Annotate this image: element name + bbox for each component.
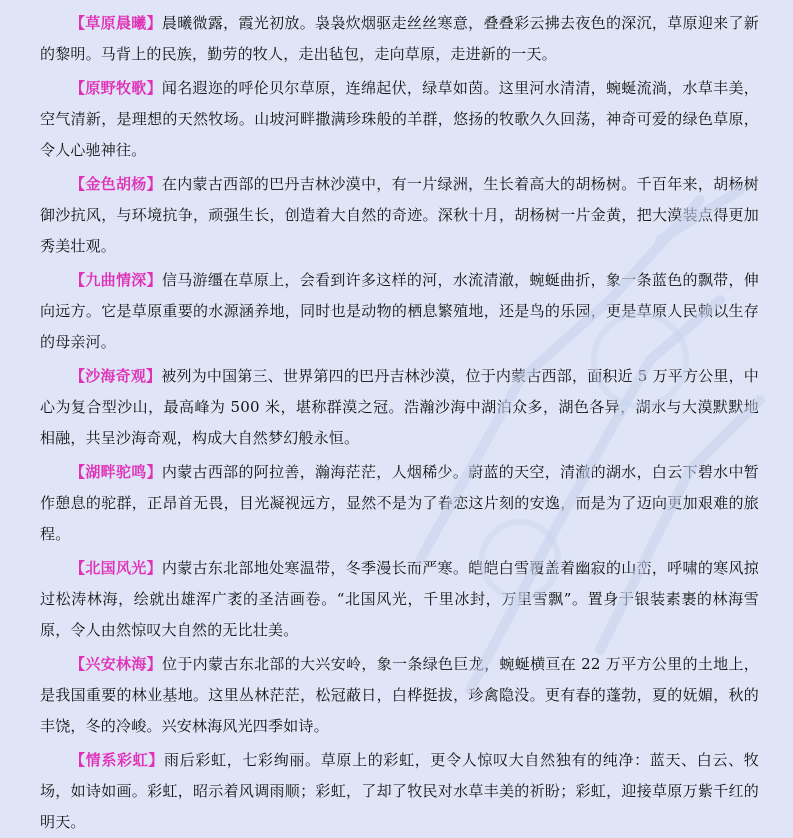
paragraph-tag: 【沙海奇观】 (70, 367, 162, 385)
paragraph-tag: 【北国风光】 (70, 559, 162, 577)
paragraph-text: 闻名遐迩的呼伦贝尔草原，连绵起伏，绿草如茵。这里河水清清，蜿蜒流淌，水草丰美，空气清新，是理想的天然牧场。山坡河畔撒满珍珠般的羊群，悠扬的牧歌久久回荡，神奇可爱的绿色草原，令人心驰神往。 (40, 79, 759, 159)
paragraph-yuanye-muge (40, 73, 759, 166)
paragraph-tag: 【兴安林海】 (70, 655, 163, 673)
paragraph-tag: 【草原晨曦】 (70, 14, 162, 32)
paragraph-text: 晨曦微露，霞光初放。袅袅炊烟驱走丝丝寒意，叠叠彩云拂去夜色的深沉，草原迎来了新的黎明。马背上的民族，勤劳的牧人，走出毡包，走向草原，走进新的一天。 (40, 14, 759, 63)
paragraph-beiguo-fengguang (40, 553, 759, 646)
paragraph-tag: 【情系彩虹】 (70, 751, 165, 769)
paragraph-text: 内蒙古东北部地处寒温带，冬季漫长而严寒。皑皑白雪覆盖着幽寂的山峦，呼啸的寒风掠过松涛林海，绘就出雄浑广袤的圣洁画卷。“北国风光，千里冰封，万里雪飘”。置身于银装素裹的林海雪原，令人由然惊叹大自然的无比壮美。 (40, 559, 759, 639)
paragraph-jiuqu-qingshen (40, 265, 759, 358)
paragraph-shahai-qiguan (40, 361, 759, 454)
paragraph-caoyuan-chenxi (40, 8, 759, 70)
paragraph-tag: 【九曲情深】 (70, 271, 162, 289)
paragraph-tag: 【原野牧歌】 (70, 79, 162, 97)
paragraph-hupan-tuoming (40, 457, 759, 550)
paragraph-text: 雨后彩虹，七彩绚丽。草原上的彩虹，更令人惊叹大自然独有的纯净：蓝天、白云、牧场，如诗如画。彩虹，昭示着风调雨顺；彩虹，了却了牧民对水草丰美的祈盼；彩虹，迎接草原万紫千红的明天。 (40, 751, 760, 831)
paragraph-tag: 【湖畔驼鸣】 (70, 463, 162, 481)
paragraph-text: 被列为中国第三、世界第四的巴丹吉林沙漠，位于内蒙古西部，面积近 5 万平方公里，中心为复合型沙山，最高峰为 500 米，堪称群漠之冠。浩瀚沙海中湖泊众多，湖色各异，湖水与大漠默默地相融，共呈沙海奇观，构成大自然梦幻般永恒。 (40, 367, 759, 447)
paragraph-xingan-linhai (40, 649, 759, 742)
paragraph-tag: 【金色胡杨】 (70, 175, 162, 193)
paragraph-text: 内蒙古西部的阿拉善，瀚海茫茫，人烟稀少。蔚蓝的天空，清澈的湖水，白云下碧水中暂作憩息的驼群，正昂首无畏，目光凝视远方，显然不是为了眷恋这片刻的安逸，而是为了迈向更加艰难的旅程。 (40, 463, 759, 543)
paragraph-text: 信马游缰在草原上，会看到许多这样的河，水流清澈，蜿蜒曲折，象一条蓝色的飘带，伸向远方。它是草原重要的水源涵养地，同时也是动物的栖息繁殖地，还是鸟的乐园，更是草原人民赖以生存的母亲河。 (40, 271, 759, 351)
paragraph-qingxi-caihong (40, 745, 759, 838)
paragraph-jinse-huyang (40, 169, 759, 262)
paragraph-text: 在内蒙古西部的巴丹吉林沙漠中，有一片绿洲，生长着高大的胡杨树。千百年来，胡杨树御沙抗风，与环境抗争，顽强生长，创造着大自然的奇迹。深秋十月，胡杨树一片金黄，把大漠装点得更加秀美壮观。 (40, 175, 759, 255)
paragraph-text: 位于内蒙古东北部的大兴安岭，象一条绿色巨龙，蜿蜒横亘在 22 万平方公里的土地上，是我国重要的林业基地。这里丛林茫茫，松冠蔽日，白桦挺拔，珍禽隐没。更有春的蓬勃，夏的妩媚，秋的丰饶，冬的冷峻。兴安林海风光四季如诗。 (40, 655, 759, 735)
